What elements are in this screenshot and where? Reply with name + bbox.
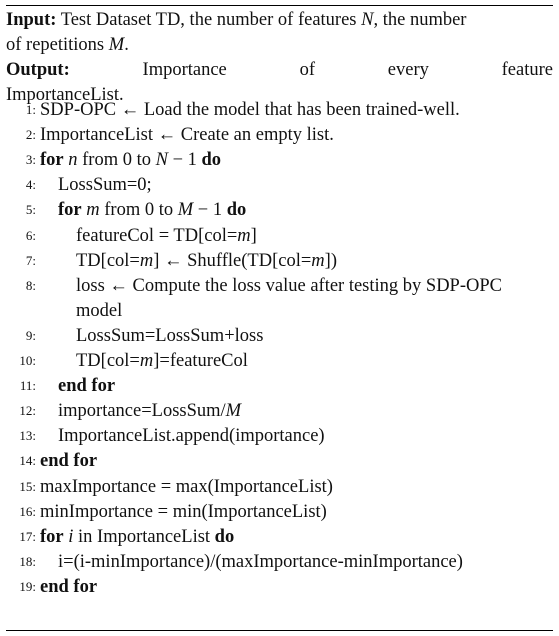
line-number: 14: [19, 453, 36, 469]
output-word-1: Importance [142, 60, 227, 80]
algorithm-line: ImportanceList ← Create an empty list. [40, 125, 334, 146]
algorithm-line: LossSum=0; [58, 175, 152, 196]
bottom-rule [6, 630, 553, 631]
input-line-2: of repetitions M. [6, 35, 129, 55]
algorithm-line: end for [40, 451, 98, 472]
line-number: 16: [19, 503, 36, 519]
algorithm-line: i=(i-minImportance)/(maxImportance-minImportance) [58, 551, 463, 572]
algorithm-line: featureCol = TD[col=m] [76, 225, 257, 246]
output-line-2: ImportanceList. [6, 85, 124, 105]
algorithm-line: for m from 0 to M − 1 do [58, 200, 247, 221]
output-word-2: of [299, 60, 315, 80]
algorithm-line: maxImportance = max(ImportanceList) [40, 476, 333, 497]
line-number: 19: [19, 578, 36, 594]
line-number: 4: [25, 177, 36, 193]
algorithm-line: TD[col=m]=featureCol [76, 351, 248, 371]
algorithm-line: end for [58, 376, 116, 397]
line-number: 11: [19, 378, 36, 394]
algorithm-line: ImportanceList.append(importance) [58, 426, 325, 447]
output-label: Output [6, 60, 64, 80]
algorithm-line: LossSum=LossSum+loss [76, 325, 264, 346]
line-number: 12: [19, 403, 36, 419]
line-number: 6: [25, 227, 36, 243]
input-text-1: Test Dataset TD, the number of features N, the number [60, 10, 467, 30]
input-section [6, 8, 553, 58]
line-number: 18: [19, 553, 36, 569]
algorithm-line: importance=LossSum/M [58, 401, 242, 422]
output-word-4: feature [501, 60, 553, 80]
algorithm-line: loss ← Compute the loss value after testing by SDP-OPC [76, 275, 502, 296]
line-number: 8: [25, 277, 36, 293]
line-number: 9: [25, 327, 36, 343]
line-number: 5: [25, 202, 36, 218]
algorithm-line: end for [40, 576, 98, 597]
algorithm-line: for i in ImportanceList do [40, 526, 235, 547]
line-number: 7: [25, 252, 36, 268]
output-line-1: Output: Importance of every feature [6, 58, 553, 83]
algorithm-line: minImportance = min(ImportanceList) [40, 501, 327, 522]
line-number: 1: [25, 102, 36, 117]
line-number: 3: [25, 152, 36, 168]
algorithm-line: SDP-OPC ← Load the model that has been trained-well. [40, 100, 460, 120]
algorithm-line: for n from 0 to N − 1 do [40, 150, 222, 171]
top-rule [6, 5, 553, 6]
line-number: 17: [19, 528, 36, 544]
line-number: 2: [25, 127, 36, 143]
output-word-3: every [387, 60, 429, 80]
algorithm-line-continuation: model [76, 300, 123, 321]
input-label: Input [6, 10, 51, 30]
line-number: 10: [19, 353, 36, 368]
input-line-1: Input: Test Dataset TD, the number of features N, the number [6, 10, 467, 30]
line-number: 13: [19, 428, 36, 444]
algorithm-line: TD[col=m] ← Shuffle(TD[col=m]) [76, 250, 337, 271]
line-number: 15: [19, 478, 36, 494]
